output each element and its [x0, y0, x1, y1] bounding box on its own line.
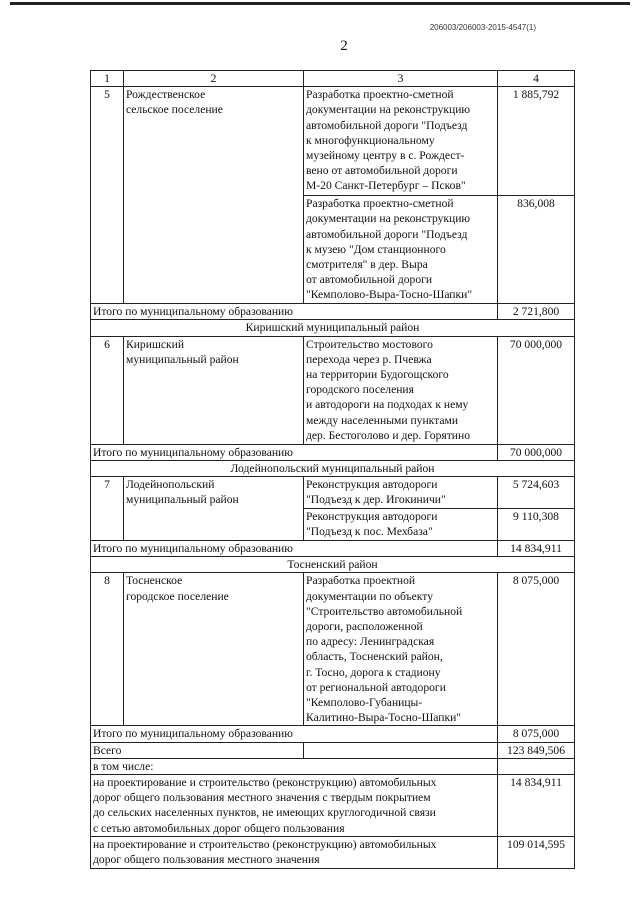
column-header-3: 3 [304, 71, 498, 87]
table-row [91, 573, 575, 726]
column-header-4: 4 [498, 71, 575, 87]
section-title: Лодейнопольский муниципальный район [91, 460, 575, 476]
section-title: Киришский муниципальный район [91, 320, 575, 336]
project-amount: 8 075,000 [498, 573, 575, 726]
column-header-1: 1 [91, 71, 124, 87]
total-amount: 123 849,506 [498, 742, 575, 758]
municipality-name: Рождественское сельское поселение [124, 87, 304, 304]
project-description: Реконструкция автодороги "Подъезд к пос. Мехбаза" [304, 509, 498, 541]
section-row [91, 557, 575, 573]
breakdown-label: на проектирование и строительство (реконструкцию) автомобильных дорог общего пользования местного значения [91, 837, 498, 869]
project-amount: 70 000,000 [498, 336, 575, 444]
top-border-line [10, 2, 630, 5]
breakdown-amount: 14 834,911 [498, 775, 575, 837]
including-row [91, 758, 575, 774]
subtotal-row [91, 304, 575, 320]
municipality-name: Тосненское городское поселение [124, 573, 304, 726]
section-row [91, 320, 575, 336]
project-description: Разработка проектно-сметной документации на реконструкцию автомобильной дороги "Подъезд к многофункциональному музейному центру в с. Рождест- вено от автомобильной дороги М-20 Санкт-Петербург – Псков" [304, 87, 498, 196]
row-number: 6 [91, 336, 124, 444]
section-title: Тосненский район [91, 557, 575, 573]
project-amount: 5 724,603 [498, 477, 575, 509]
section-row [91, 460, 575, 476]
including-empty-cell [498, 758, 575, 774]
project-description: Реконструкция автодороги "Подъезд к дер. Игокиничи" [304, 477, 498, 509]
subtotal-row [91, 541, 575, 557]
project-amount: 9 110,308 [498, 509, 575, 541]
subtotal-label: Итого по муниципальному образованию [91, 541, 498, 557]
subtotal-row [91, 726, 575, 742]
project-amount: 1 885,792 [498, 87, 575, 196]
project-description: Строительство мостового перехода через р. Пчевжа на территории Будогощского городского поселения и автодороги на подходах к нему между населенными пунктами дер. Бестоголово и дер. Горятино [304, 336, 498, 444]
including-label: в том числе: [91, 758, 498, 774]
row-number: 7 [91, 477, 124, 541]
project-description: Разработка проектной документации по объекту "Строительство автомобильной дороги, расположенной по адресу: Ленинградская область, Тосненский район, г. Тосно, дорога к стадиону от региональной автодороги "Кемполово-Губаницы- Калитино-Выра-Тосно-Шапки" [304, 573, 498, 726]
page-number: 2 [340, 38, 348, 54]
row-number: 5 [91, 87, 124, 304]
subtotal-label: Итого по муниципальному образованию [91, 444, 498, 460]
total-row [91, 742, 575, 758]
breakdown-row [91, 775, 575, 837]
table-row [91, 87, 575, 196]
subtotal-amount: 8 075,000 [498, 726, 575, 742]
municipality-name: Киришский муниципальный район [124, 336, 304, 444]
municipality-name: Лодейнопольский муниципальный район [124, 477, 304, 541]
column-number-row [91, 71, 575, 87]
subtotal-row [91, 444, 575, 460]
table-row [91, 336, 575, 444]
subtotal-amount: 2 721,800 [498, 304, 575, 320]
project-amount: 836,008 [498, 196, 575, 304]
total-empty-cell [304, 742, 498, 758]
document-id: 206003/206003-2015-4547(1) [429, 23, 536, 32]
subtotal-label: Итого по муниципальному образованию [91, 726, 498, 742]
breakdown-row [91, 837, 575, 869]
subtotal-amount: 14 834,911 [498, 541, 575, 557]
row-number: 8 [91, 573, 124, 726]
column-header-2: 2 [124, 71, 304, 87]
breakdown-label: на проектирование и строительство (реконструкцию) автомобильных дорог общего пользования местного значения с твердым покрытием до сельских населенных пунктов, не имеющих круглогодичной связи с сетью автомобильных дорог общего пользования [91, 775, 498, 837]
total-label: Всего [91, 742, 304, 758]
table-row [91, 477, 575, 509]
subtotal-amount: 70 000,000 [498, 444, 575, 460]
subtotal-label: Итого по муниципальному образованию [91, 304, 498, 320]
project-description: Разработка проектно-сметной документации на реконструкцию автомобильной дороги "Подъезд к музею "Дом станционного смотрителя" в дер. Выра от автомобильной дороги "Кемполово-Выра-Тосно-Шапки" [304, 196, 498, 304]
financing-table [90, 70, 575, 869]
breakdown-amount: 109 014,595 [498, 837, 575, 869]
